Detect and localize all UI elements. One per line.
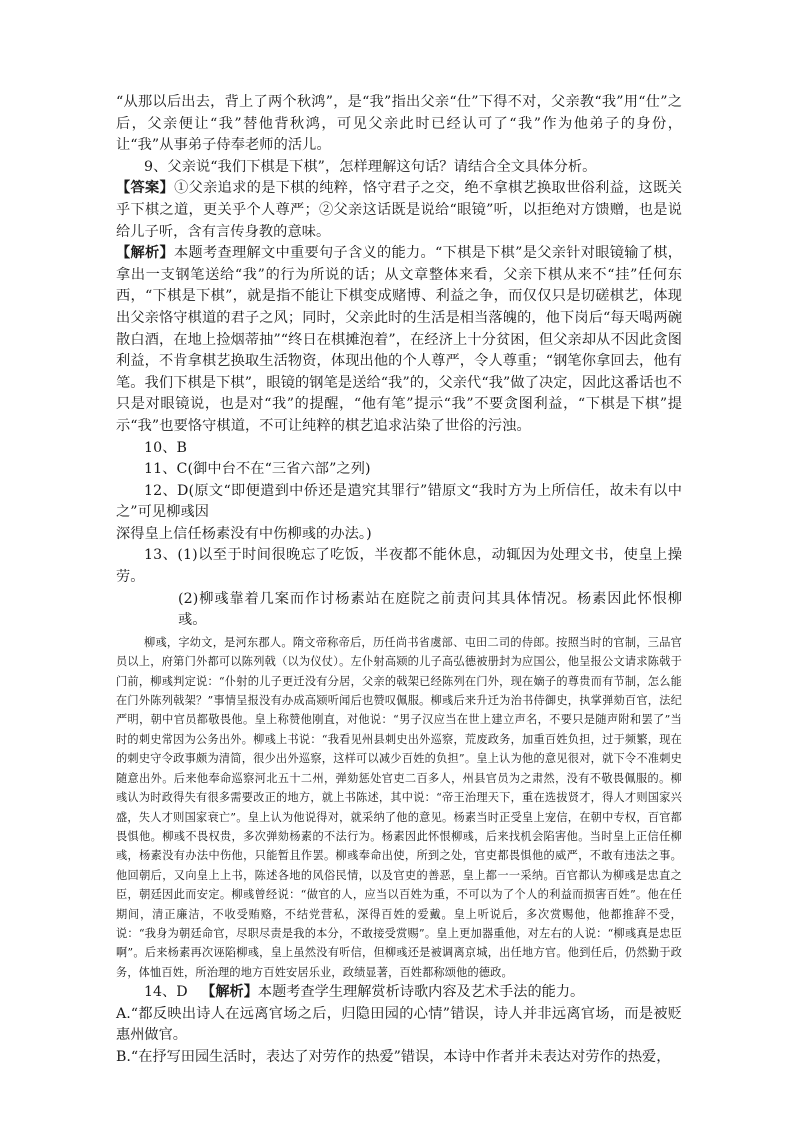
answer-tag: 【答案】 xyxy=(116,180,175,197)
answer-13-part2: (2)柳彧靠着几案而作讨杨素站在庭院之前责问其具体情况。杨素因此怀恨柳彧。 xyxy=(178,590,682,629)
analysis-tag: 【解析】 xyxy=(116,245,175,262)
answer-12-line2: 深得皇上信任杨素没有中伤柳彧的办法。) xyxy=(116,525,372,542)
answer-14-choice: 14、D xyxy=(144,984,188,1001)
translation-paragraph: 柳彧，字幼文，是河东郡人。隋文帝称帝后，历任尚书省虞部、屯田二司的侍郎。按照当时的官制，三品官员以上，府第门外都可以陈列戟（以为仪仗）。左仆射高颎的儿子高弘德被册封为应国公，他呈报公文请求陈戟于门前，柳彧判定说：“仆射的儿子更迁没有分居，父亲的戟架已经陈列在门外，现在嫡子的尊贵而有节制，怎么能在门外陈列戟架？”事情呈报没有办成高颎听闻后也赞叹佩服。柳彧后来升迁为治书侍御史，执掌弹劾百官，法纪严明，朝中官员都敬畏他。皇上称赞他刚直，对他说：“男子汉应当在世上建立声名，不要只是随声附和罢了”当时的刺史常因为公务出外。柳彧上书说：“我看见州县刺史出外巡察，荒废政务，加重百姓负担，过于频繁，现在的刺史守令政事颇为清简，很少出外巡察，这样可以减少百姓的负担”。皇上认为他的意见很对，就下令不准刺史随意出外。后来他奉命巡察河北五十二州，弹劾惩处官吏二百多人，州县官员为之肃然，没有不敬畏佩服的。柳彧认为时政得失有很多需要改正的地方，就上书陈述，其中说：“帝王治理天下，重在选拔贤才，得人才则国家兴盛，失人才则国家衰亡”。皇上认为他说得对，就采纳了他的意见。杨素当时正受皇上宠信，在朝中专权，百官都畏惧他。柳彧不畏权贵，多次弹劾杨素的不法行为。杨素因此怀恨柳彧，后来找机会陷害他。当时皇上正信任柳彧，杨素没有办法中伤他，只能暂且作罢。柳彧奉命出使，所到之处，官吏都畏惧他的威严，不敢有违法之事。他回朝后，又向皇上上书，陈述各地的风俗民情，以及官吏的善恶，皇上都一一采纳。百官都认为柳彧是忠直之臣，朝廷因此而安定。柳彧曾经说：“做官的人，应当以百姓为重，不可以为了个人的利益而损害百姓”。他在任期间，清正廉洁，不收受贿赂，不结党营私，深得百姓的爱戴。皇上听说后，多次赏赐他，他都推辞不受，说：“我身为朝廷命官，尽职尽责是我的本分，不敢接受赏赐”。皇上更加器重他，对左右的人说：“柳彧真是忠臣啊”。后来杨素再次诬陷柳彧，皇上虽然没有听信，但柳彧还是被调离京城，出任地方官。他到任后，仍然勤于政务，体恤百姓，所治理的地方百姓安居乐业，政绩显著，百姓都称颂他的德政。 xyxy=(116,635,682,979)
answer-10: 10、B xyxy=(144,439,188,456)
answer-12-line1: 12、D(原文“即便遣到中侨还是遣究其罪行”错原文“我时方为上所信任，故未有以中之”可见柳彧因 xyxy=(116,482,682,521)
option-b-analysis: B.“在抒写田园生活时，表达了对劳作的热爱”错误，本诗中作者并未表达对劳作的热爱， xyxy=(116,1048,671,1065)
analysis-9 xyxy=(116,243,682,437)
analysis-14-tag: 【解析】 xyxy=(201,984,258,1001)
question-9: 9、父亲说“我们下棋是下棋”，怎样理解这句话？请结合全文具体分析。 xyxy=(144,158,597,175)
answer-9 xyxy=(116,178,682,243)
analysis-9-text: 本题考查理解文中重要句子含义的能力。“下棋是下棋”是父亲针对眼镜输了棋，拿出一支钢笔送给“我”的行为所说的话；从文章整体来看，父亲下棋从来不“挂”任何东西，“下棋是下棋”，就是指不能让下棋变成赌博、利益之争，而仅仅只是切磋棋艺，体现出父亲恪守棋道的君子之风；同时，父亲此时的生活是相当落魄的，他下岗后“每天喝两碗散白酒，在地上捡烟蒂抽”“终日在棋摊泡着”，在经济上十分贫困，但父亲却从不因此贪图利益，不肯拿棋艺换取生活物资，体现出他的个人尊严，令人尊重；“钢笔你拿回去，他有笔。我们下棋是下棋”，眼镜的钢笔是送给“我”的，父亲代“我”做了决定，因此这番话也不只是对眼镜说，也是对“我”的提醒，“他有笔”提示“我”不要贪图利益，“下棋是下棋”提示“我”也要恪守棋道，不可让纯粹的棋艺追求沾染了世俗的污浊。 xyxy=(116,245,683,434)
analysis-14-intro: 本题考查学生理解赏析诗歌内容及艺术手法的能力。 xyxy=(257,984,585,1001)
answer-11: 11、C(御中台不在“三省六部”之列) xyxy=(144,461,371,478)
option-a-analysis: A.“都反映出诗人在远离官场之后，归隐田园的心情”错误，诗人并非远离官场，而是被贬惠州做官。 xyxy=(116,1005,682,1044)
answer-9-text: ①父亲追求的是下棋的纯粹，恪守君子之交，绝不拿棋艺换取世俗利益，这既关乎下棋之道，更关乎个人尊严；②父亲这话既是说给“眼镜”听，以拒绝对方馈赠，也是说给儿子听，含有言传身教的意味。 xyxy=(116,180,682,240)
document-body xyxy=(116,92,682,1069)
answer-14-heading xyxy=(116,982,682,1004)
paragraph-q8-tail: “从那以后出去，背上了两个秋鸿”，是“我”指出父亲“仕”下得不对，父亲教“我”用“仕”之后，父亲便让“我”替他背秋鸿，可见父亲此时已经认可了“我”作为他弟子的身份，让“我”从事弟子侍奉老师的活儿。 xyxy=(116,94,682,154)
answer-13-part1: 13、(1)以至于时间很晚忘了吃饭，半夜都不能休息，动辄因为处理文书，使皇上操劳。 xyxy=(116,547,682,586)
